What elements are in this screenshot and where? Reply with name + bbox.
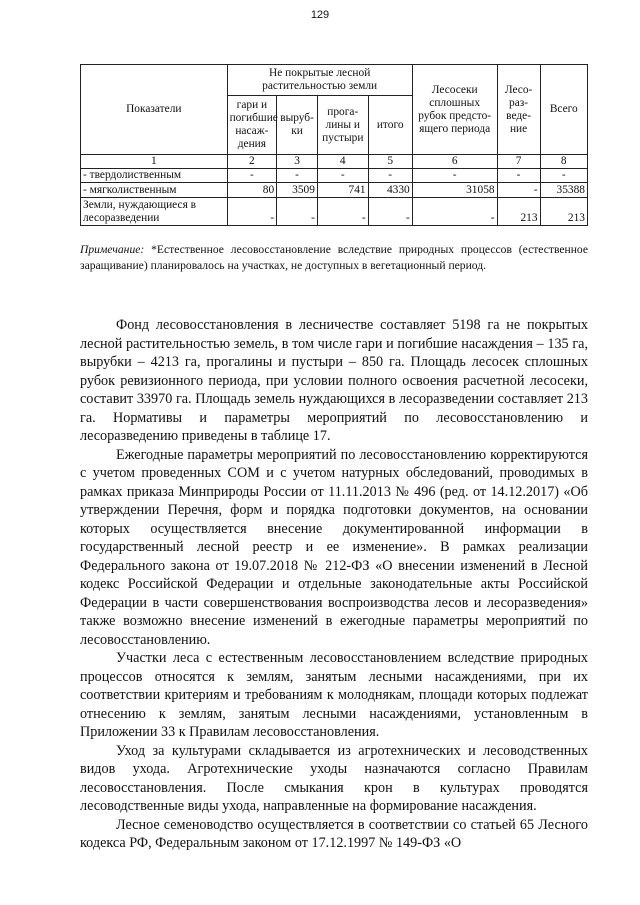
row-label: Земли, нуждающиеся в лесоразведении <box>81 198 228 226</box>
table-cell: - <box>277 198 318 226</box>
forest-restoration-table <box>80 64 588 226</box>
paragraph: Лесное семеноводство осуществляется в соответствии со статьей 65 Лесного кодекса РФ, Федеральным законом от 17.12.1997 № 149-ФЗ «О <box>80 816 588 851</box>
paragraph: Фонд лесовосстановления в лесничестве составляет 5198 га не покрытых лесной растительностью земель, в том числе гари и погибшие насаждения – 135 га, вырубки – 4213 га, прогалины и пустыри – 850 га. Площадь лесосек сплошных рубок ревизионного периода, при условии полного освоения расчетной лесосеки, составит 33970 га. Площадь земель нуждающихся в лесоразведении составляет 213 га. Нормативы и параметры мероприятий по лесовосстановлению и лесоразведению приведены в таблице 17. <box>80 317 588 444</box>
header-total: итого <box>368 96 412 155</box>
header-clearings: выруб-ки <box>277 96 318 155</box>
col-number: 5 <box>368 155 412 169</box>
table-cell: - <box>497 183 540 198</box>
paragraph: Ежегодные параметры мероприятий по лесовосстановлению корректируются с учетом проведенных СОМ и с учетом натурных обследований, проводимых в рамках приказа Минприроды России от 11.11.2013 № 496 (ред. от 14.12.2017) «Об утверждении Перечня, форм и порядка подготовки документов, на основании которых осуществляется внесение документированной информации в государственный лесной реестр и ее изменение». В рамках реализации Федерального закона от 19.07.2018 № 212-ФЗ «О внесении изменений в Лесной кодекс Российской Федерации и отдельные законодательные акты Российской Федерации в части совершенствования воспроизводства лесов и лесоразведения» также возможно внесение изменений в ежегодные параметры мероприятий по лесовосстановлению. <box>80 446 588 648</box>
table-cell: - <box>368 198 412 226</box>
header-grand-total: Всего <box>540 65 587 155</box>
note-label: Примечание: <box>80 243 145 256</box>
col-number: 8 <box>540 155 587 169</box>
note-text: *Естественное лесовосстановление вследствие природных процессов (естественное заращивание) планировалось на участках, не доступных в вегетационный период. <box>80 243 588 272</box>
col-number: 3 <box>277 155 318 169</box>
table-row <box>81 198 588 226</box>
table-cell: 80 <box>227 183 277 198</box>
table-cell: 213 <box>540 198 587 226</box>
header-indicators: Показатели <box>81 65 228 155</box>
header-forest-breeding: Лесо-раз-веде-ние <box>497 65 540 155</box>
table-cell: - <box>540 169 587 183</box>
paragraph: Участки леса с естественным лесовосстановлением вследствие природных процессов относятся к землям, занятым лесными насаждениями, при их соответствии критериям и требованиям к молоднякам, площади которых подлежат отнесению к землям, занятым лесными насаждениями, установленным в Приложении 33 к Правилам лесовосстановления. <box>80 650 588 740</box>
header-glades: прога-лины и пустыри <box>317 96 368 155</box>
table-cell: - <box>277 169 318 183</box>
body-text <box>80 316 588 853</box>
table-cell: 213 <box>497 198 540 226</box>
table-cell: - <box>412 169 497 183</box>
table-row <box>81 169 588 183</box>
paragraph: Уход за культурами складывается из агротехнических и лесоводственных видов ухода. Агротехнические уходы назначаются согласно Правилам лесовосстановления. После смыкания крон в культурах проводятся лесоводственные виды ухода, направленные на формирование насаждения. <box>80 742 588 814</box>
row-label: - мягколиственным <box>81 183 228 198</box>
table-cell: - <box>412 198 497 226</box>
table-cell: - <box>317 169 368 183</box>
table-cell: - <box>368 169 412 183</box>
col-number: 6 <box>412 155 497 169</box>
table-cell: - <box>497 169 540 183</box>
column-numbers-row <box>81 155 588 169</box>
table-cell: 741 <box>317 183 368 198</box>
table-cell: 31058 <box>412 183 497 198</box>
page-number: 129 <box>310 9 330 21</box>
col-number: 7 <box>497 155 540 169</box>
table-cell: 4330 <box>368 183 412 198</box>
table-row <box>81 183 588 198</box>
col-number: 1 <box>81 155 228 169</box>
table-cell: - <box>227 198 277 226</box>
table-note <box>80 242 588 274</box>
table-cell: - <box>227 169 277 183</box>
header-cutting-areas: Лесосеки сплошных рубок предсто-ящего периода <box>412 65 497 155</box>
row-label: - твердолиственным <box>81 169 228 183</box>
table-cell: 3509 <box>277 183 318 198</box>
col-number: 4 <box>317 155 368 169</box>
col-number: 2 <box>227 155 277 169</box>
header-not-covered: Не покрытые лесной растительностью земли <box>227 65 412 96</box>
header-burnt: гари и погибшие насаж-дения <box>227 96 277 155</box>
table-cell: 35388 <box>540 183 587 198</box>
table-cell: - <box>317 198 368 226</box>
